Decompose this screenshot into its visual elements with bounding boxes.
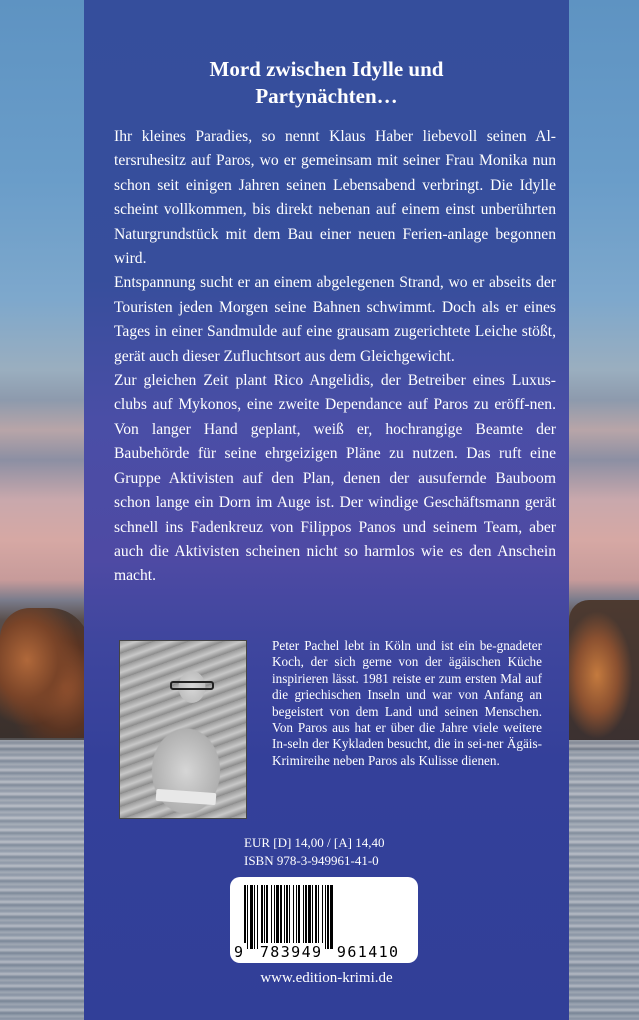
isbn-barcode: [230, 877, 418, 963]
headline-line-1: Mord zwischen Idylle und: [209, 57, 444, 81]
isbn-label: ISBN 978-3-949961-41-0: [244, 853, 379, 868]
author-photo: [119, 640, 247, 819]
blurb-text: [114, 125, 556, 589]
rocks-right-image: [569, 600, 639, 750]
price-label: EUR [D] 14,00 / [A] 14,40: [244, 835, 385, 850]
barcode-digits: [234, 943, 414, 961]
author-bio: Peter Pachel lebt in Köln und ist ein be-gnadeter Koch, der sich gerne von der ägäischen Küche inspirieren lässt. 1981 reiste er zum ersten Mal auf die griechischen Inseln und war von Anfang an begeistert von dem Land und seinen Menschen. Von Paros aus hat er über die Jahre viele weitere In-seln der Kykladen besucht, die in sei-ner Ägäis-Krimireihe neben Paros als Kulisse dienen.: [272, 638, 542, 768]
barcode-digits-group-2: 961410: [336, 943, 400, 961]
paper-shape: [156, 789, 217, 805]
price-block: [244, 834, 384, 870]
barcode-digits-group-1: 783949: [259, 943, 323, 961]
cover-headline: [84, 56, 569, 110]
barcode-bars: [244, 885, 406, 949]
rocks-left-image: [0, 608, 90, 738]
back-cover-panel: [84, 0, 569, 1020]
barcode-digit-first: 9: [234, 943, 247, 961]
blurb-paragraph: Ihr kleines Paradies, so nennt Klaus Haber liebevoll seinen Al-tersruhesitz auf Paros, wo er gemeinsam mit seiner Frau Monika nun schon seit einigen Jahren seinen Lebensabend verbringt. Die Idylle scheint vollkommen, bis direkt nebenan auf einem einst unberührten Naturgrundstück mit dem Bau einer neuen Ferien-anlage begonnen wird.: [114, 128, 556, 268]
glasses-shape: [170, 681, 214, 690]
publisher-website: www.edition-krimi.de: [260, 970, 393, 986]
headline-line-2: Partynächten…: [255, 84, 398, 108]
blurb-paragraph: Zur gleichen Zeit plant Rico Angelidis, der Betreiber eines Luxus-clubs auf Mykonos, eine zweite Dependance auf Paros zu eröff-nen. Von langer Hand geplant, weiß er, hochrangige Beamte der Baubehörde für seine ehrgeizigen Pläne zu nutzen. Das ruft eine Gruppe Aktivisten auf den Plan, denen der ausufernde Bauboom schon lange ein Dorn im Auge ist. Der windige Geschäftsmann gerät schnell ins Fadenkreuz von Filippos Panos und seinem Team, aber auch die Aktivisten scheinen nicht so harmlos wie es den Anschein macht.: [114, 372, 556, 585]
blurb-paragraph: Entspannung sucht er an einem abgelegenen Strand, wo er abseits der Touristen jeden Morgen seine Bahnen schwimmt. Doch als er eines Tages in einer Sandmulde auf eine grausam zugerichtete Leiche stößt, gerät auch dieser Zufluchtsort aus dem Gleichgewicht.: [114, 274, 556, 365]
